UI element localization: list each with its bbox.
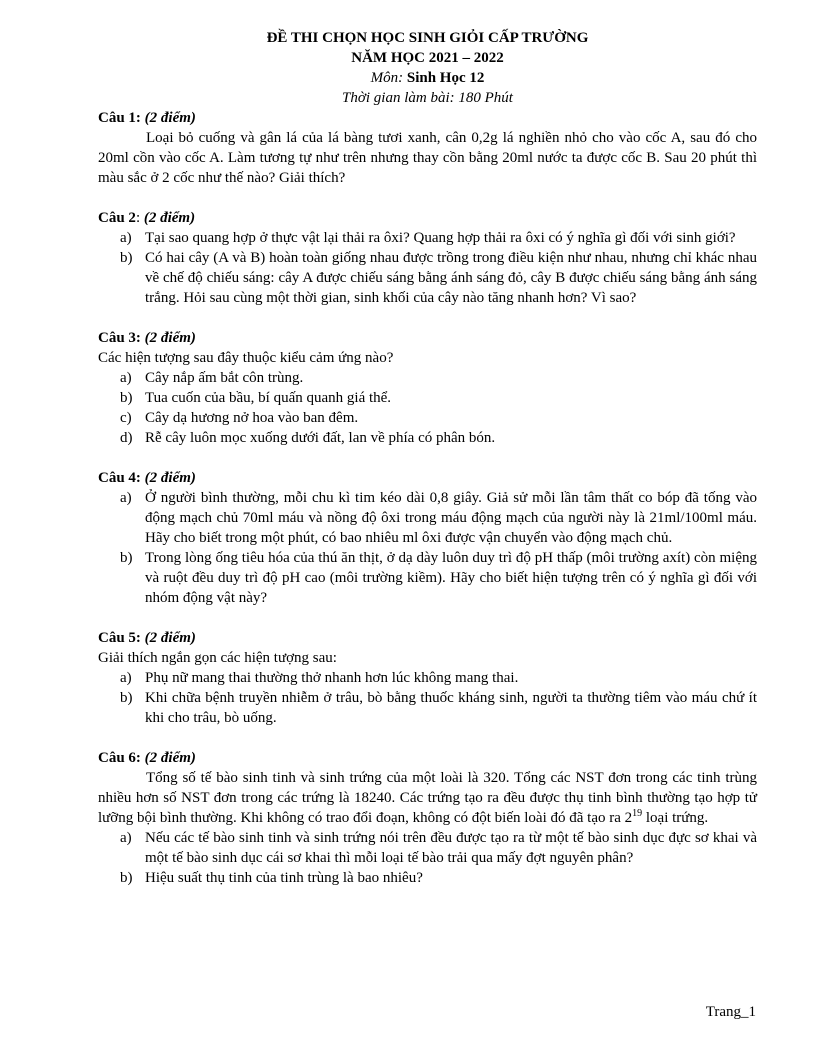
question-6-text-tail: loại trứng. [642,810,709,826]
question-1 [98,108,757,188]
question-points: (2 điểm) [144,110,196,126]
question-2 [98,208,757,308]
item-label: a) [120,670,132,686]
question-label: Câu 1: [98,110,141,126]
question-points: (2 điểm) [144,630,196,646]
question-points: (2 điểm) [144,470,196,486]
question-label: Câu 5: [98,630,141,646]
list-item [98,868,757,888]
list-item [98,408,757,428]
list-item [98,368,757,388]
item-text: Trong lòng ống tiêu hóa của thú ăn thịt, ở dạ dày luôn duy trì độ pH thấp (môi trường axít) còn miệng và ruột đều duy trì độ pH cao (môi trường kiềm). Hãy cho biết hiện tượng trên có ý nghĩa gì đối với nhóm động vật này? [145,550,757,606]
list-item [98,548,757,608]
question-points: (2 điểm) [144,750,196,766]
item-label: b) [120,690,133,706]
question-6-title [98,748,757,768]
exam-header [98,28,757,108]
question-3 [98,328,757,448]
question-2-title [98,208,757,228]
question-5-title [98,628,757,648]
item-label: b) [120,250,133,266]
question-6-text [98,768,757,828]
item-text: Nếu các tế bào sinh tinh và sinh trứng nói trên đều được tạo ra từ một tế bào sinh dục đực sơ khai và một tế bào sinh dục cái sơ khai thì mỗi loại tế bào trải qua mấy đợt nguyên phân? [145,830,757,866]
item-label: b) [120,870,133,886]
item-label: c) [120,410,132,426]
item-text: Tua cuốn của bầu, bí quấn quanh giá thể. [145,390,392,406]
question-label: Câu 6: [98,750,141,766]
item-label: b) [120,390,133,406]
question-1-title [98,108,757,128]
subject-label: Môn: [370,70,404,86]
item-text: Khi chữa bệnh truyền nhiễm ở trâu, bò bằng thuốc kháng sinh, người ta thường tiêm vào máu chứ ít khi cho trâu, bò uống. [145,690,757,726]
item-text: Ở người bình thường, mỗi chu kì tim kéo dài 0,8 giây. Giả sử mỗi lần tâm thất co bóp đã tống vào động mạch chủ 70ml máu và nồng độ ôxi trong máu động mạch của người này là 21ml/100ml máu. Hãy cho biết trong một phút, có bao nhiêu ml ôxi được vận chuyển vào động mạch chủ. [145,490,757,546]
item-label: a) [120,830,132,846]
question-4-title [98,468,757,488]
list-item [98,248,757,308]
list-item [98,828,757,868]
question-points: (2 điểm) [143,210,196,226]
item-text: Hiệu suất thụ tinh của tinh trùng là bao nhiêu? [145,870,423,886]
list-item [98,428,757,448]
exam-title: ĐỀ THI CHỌN HỌC SINH GIỎI CẤP TRƯỜNG [266,30,589,46]
question-3-title [98,328,757,348]
question-1-text: Loại bỏ cuống và gân lá của lá bàng tươi xanh, cân 0,2g lá nghiền nhỏ cho vào cốc A, sau đó cho 20ml cồn vào cốc A. Làm tương tự như trên nhưng thay cồn bằng 20ml nước ta được cốc B. Sau 20 phút thì màu sắc ở 2 cốc như thế nào? Giải thích? [98,130,757,186]
list-item [98,688,757,728]
question-6-text-main: Tổng số tế bào sinh tinh và sinh trứng của một loài là 320. Tổng các NST đơn trong các tinh trùng nhiều hơn số NST đơn trong các trứng là 18240. Các trứng tạo ra đều được thụ tinh bình thường tạo hợp tử lưỡng bội bình thường. Khi không có trao đổi đoạn, không có đột biến loài đó đã tạo ra 2 [98,770,757,826]
question-6 [98,748,757,888]
question-points: (2 điểm) [144,330,196,346]
list-item [98,228,757,248]
subject-value: Sinh Học 12 [406,70,485,86]
item-text: Tại sao quang hợp ở thực vật lại thải ra ôxi? Quang hợp thải ra ôxi có ý nghĩa gì đối với sinh giới? [145,230,736,246]
exam-page [98,28,757,888]
question-3-intro: Các hiện tượng sau đây thuộc kiểu cảm ứng nào? [98,350,394,366]
question-5-intro: Giải thích ngắn gọn các hiện tượng sau: [98,650,337,666]
page-number: Trang_1 [705,1004,756,1020]
item-text: Rễ cây luôn mọc xuống dưới đất, lan về phía có phân bón. [145,430,496,446]
item-text: Cây nắp ấm bắt côn trùng. [145,370,304,386]
time-limit: Thời gian làm bài: 180 Phút [342,90,513,106]
item-text: Có hai cây (A và B) hoàn toàn giống nhau được trồng trong điều kiện như nhau, nhưng chỉ khác nhau về chế độ chiếu sáng: cây A được chiếu sáng bằng ánh sáng đỏ, cây B được chiếu sáng bằng ánh sáng trắng. Hỏi sau cùng một thời gian, sinh khối của cây nào tăng nhanh hơn? Vì sao? [145,250,757,306]
item-label: b) [120,550,133,566]
question-label: Câu 2 [98,210,136,226]
list-item [98,488,757,548]
item-label: a) [120,490,132,506]
item-label: d) [120,430,133,446]
exponent: 19 [632,808,643,819]
item-text: Phụ nữ mang thai thường thở nhanh hơn lúc không mang thai. [145,670,519,686]
list-item [98,388,757,408]
question-label: Câu 3: [98,330,141,346]
school-year: NĂM HỌC 2021 – 2022 [351,50,504,66]
item-label: a) [120,230,132,246]
item-text: Cây dạ hương nở hoa vào ban đêm. [145,410,359,426]
question-label: Câu 4: [98,470,141,486]
question-4 [98,468,757,608]
question-separator: : [135,210,144,226]
subject-line [98,68,757,88]
list-item [98,668,757,688]
item-label: a) [120,370,132,386]
question-5 [98,628,757,728]
